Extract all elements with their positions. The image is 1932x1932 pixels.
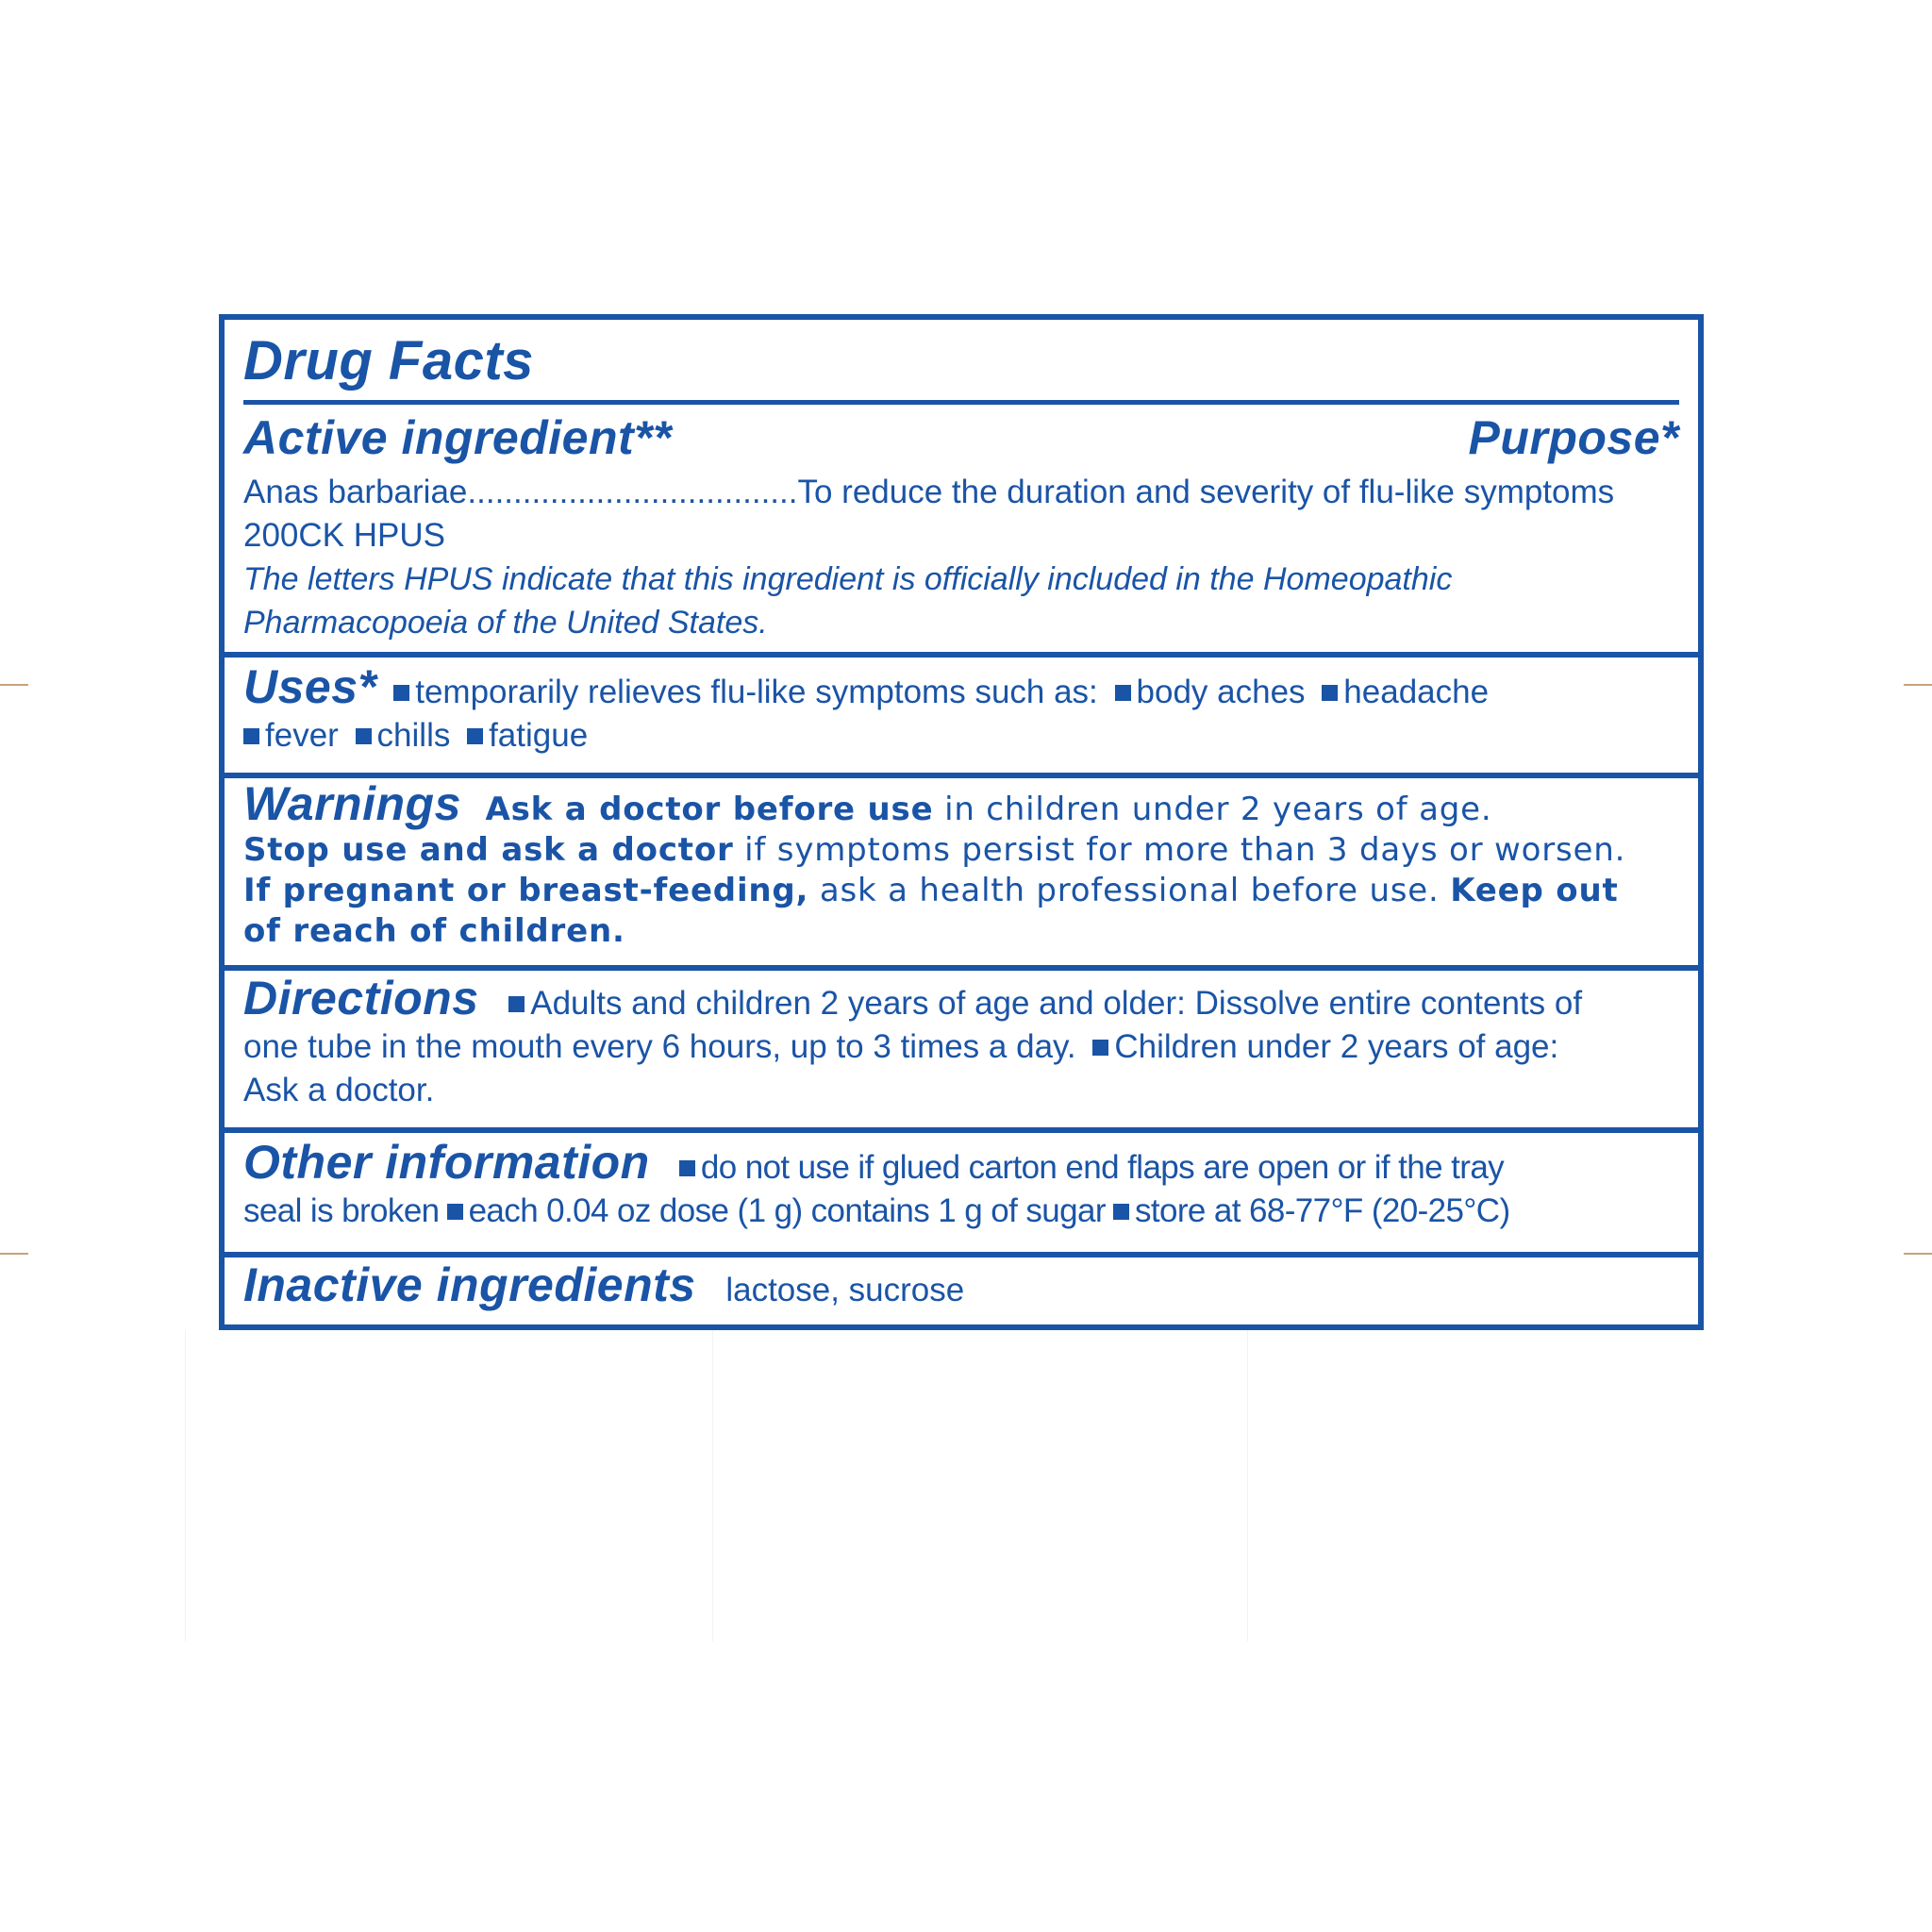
- warning-text: ask a health professional before use.: [808, 872, 1451, 909]
- direction-adults: Adults and children 2 years of age and older: Dissolve entire contents of: [530, 985, 1583, 1022]
- section-divider: [225, 1252, 1698, 1257]
- use-item: chills: [376, 717, 451, 754]
- section-divider: [225, 1127, 1698, 1133]
- bullet-icon: [356, 728, 372, 744]
- use-item: fatigue: [489, 717, 589, 754]
- crop-mark-left-lower: [0, 1253, 28, 1255]
- inactive-ingredients-heading: Inactive ingredients: [243, 1258, 696, 1311]
- direction-adults: one tube in the mouth every 6 hours, up to 3 times a day.: [243, 1028, 1076, 1065]
- bullet-icon: [447, 1204, 463, 1220]
- active-ingredient-heading: Active ingredient**: [243, 411, 673, 464]
- uses-section: [225, 660, 1698, 758]
- bullet-icon: [1113, 1204, 1129, 1220]
- direction-children: Ask a doctor.: [243, 1072, 435, 1108]
- bullet-icon: [508, 996, 525, 1012]
- purpose-heading: Purpose*: [1468, 411, 1679, 464]
- inactive-ingredients-section: [225, 1258, 1698, 1312]
- other-info-item: each 0.04 oz dose (1 g) contains 1 g of sugar: [468, 1192, 1106, 1229]
- warning-stop-use: Stop use and ask a doctor: [243, 831, 734, 869]
- bullet-icon: [467, 728, 483, 744]
- warning-text: if symptoms persist for more than 3 days or worsen.: [733, 831, 1626, 869]
- ingredient-purpose: To reduce the duration and severity of flu-like symptoms: [797, 474, 1615, 510]
- other-info-item: store at 68-77°F (20-25°C): [1134, 1192, 1510, 1229]
- drug-facts-header: [225, 329, 1698, 393]
- other-information-section: [225, 1136, 1698, 1233]
- warning-keep-out: Keep out: [1450, 872, 1619, 909]
- warning-keep-out: of reach of children.: [243, 912, 625, 950]
- bullet-icon: [1322, 685, 1338, 701]
- uses-intro: temporarily relieves flu-like symptoms such as:: [415, 674, 1098, 710]
- fold-line: [712, 1330, 713, 1641]
- section-divider: [225, 652, 1698, 658]
- bullet-icon: [243, 728, 259, 744]
- ingredient-name: Anas barbariae: [243, 474, 468, 510]
- crop-mark-left-upper: [0, 684, 28, 686]
- other-info-item: seal is broken: [243, 1192, 440, 1229]
- warning-text: in children under 2 years of age.: [933, 791, 1492, 828]
- bullet-icon: [1092, 1040, 1108, 1056]
- other-info-item: do not use if glued carton end flaps are open or if the tray: [700, 1149, 1505, 1186]
- fold-line: [1247, 1330, 1248, 1641]
- ingredient-line: [243, 471, 1679, 514]
- dot-leader: ....................................: [467, 474, 798, 510]
- inactive-ingredients-list: lactose, sucrose: [725, 1272, 965, 1308]
- bullet-icon: [679, 1160, 695, 1176]
- hpus-note-line: The letters HPUS indicate that this ingredient is officially included in the Homeopathic: [243, 561, 1453, 597]
- warning-ask-doctor: Ask a doctor before use: [485, 791, 934, 828]
- crop-mark-right-upper: [1904, 684, 1932, 686]
- directions-section: [225, 972, 1698, 1112]
- warnings-heading: Warnings: [243, 777, 461, 830]
- bullet-icon: [393, 685, 409, 701]
- use-item: headache: [1343, 674, 1490, 710]
- warnings-section: [225, 777, 1698, 952]
- drug-facts-panel: [219, 314, 1704, 1330]
- warning-pregnant: If pregnant or breast-feeding,: [243, 872, 809, 909]
- directions-heading: Directions: [243, 972, 479, 1024]
- fold-line: [185, 1330, 186, 1641]
- section-divider: [225, 965, 1698, 971]
- ingredient-strength: 200CK HPUS: [243, 517, 445, 554]
- uses-heading: Uses*: [243, 660, 377, 713]
- crop-mark-right-lower: [1904, 1253, 1932, 1255]
- other-information-heading: Other information: [243, 1136, 650, 1189]
- use-item: body aches: [1136, 674, 1306, 710]
- active-ingredient-section: [225, 410, 1698, 644]
- hpus-note: [243, 558, 1679, 644]
- use-item: fever: [265, 717, 339, 754]
- title-underline: [243, 400, 1679, 405]
- direction-children: Children under 2 years of age:: [1114, 1028, 1559, 1065]
- hpus-note-line: Pharmacopoeia of the United States.: [243, 605, 768, 641]
- bullet-icon: [1115, 685, 1131, 701]
- page-title: Drug Facts: [243, 330, 534, 391]
